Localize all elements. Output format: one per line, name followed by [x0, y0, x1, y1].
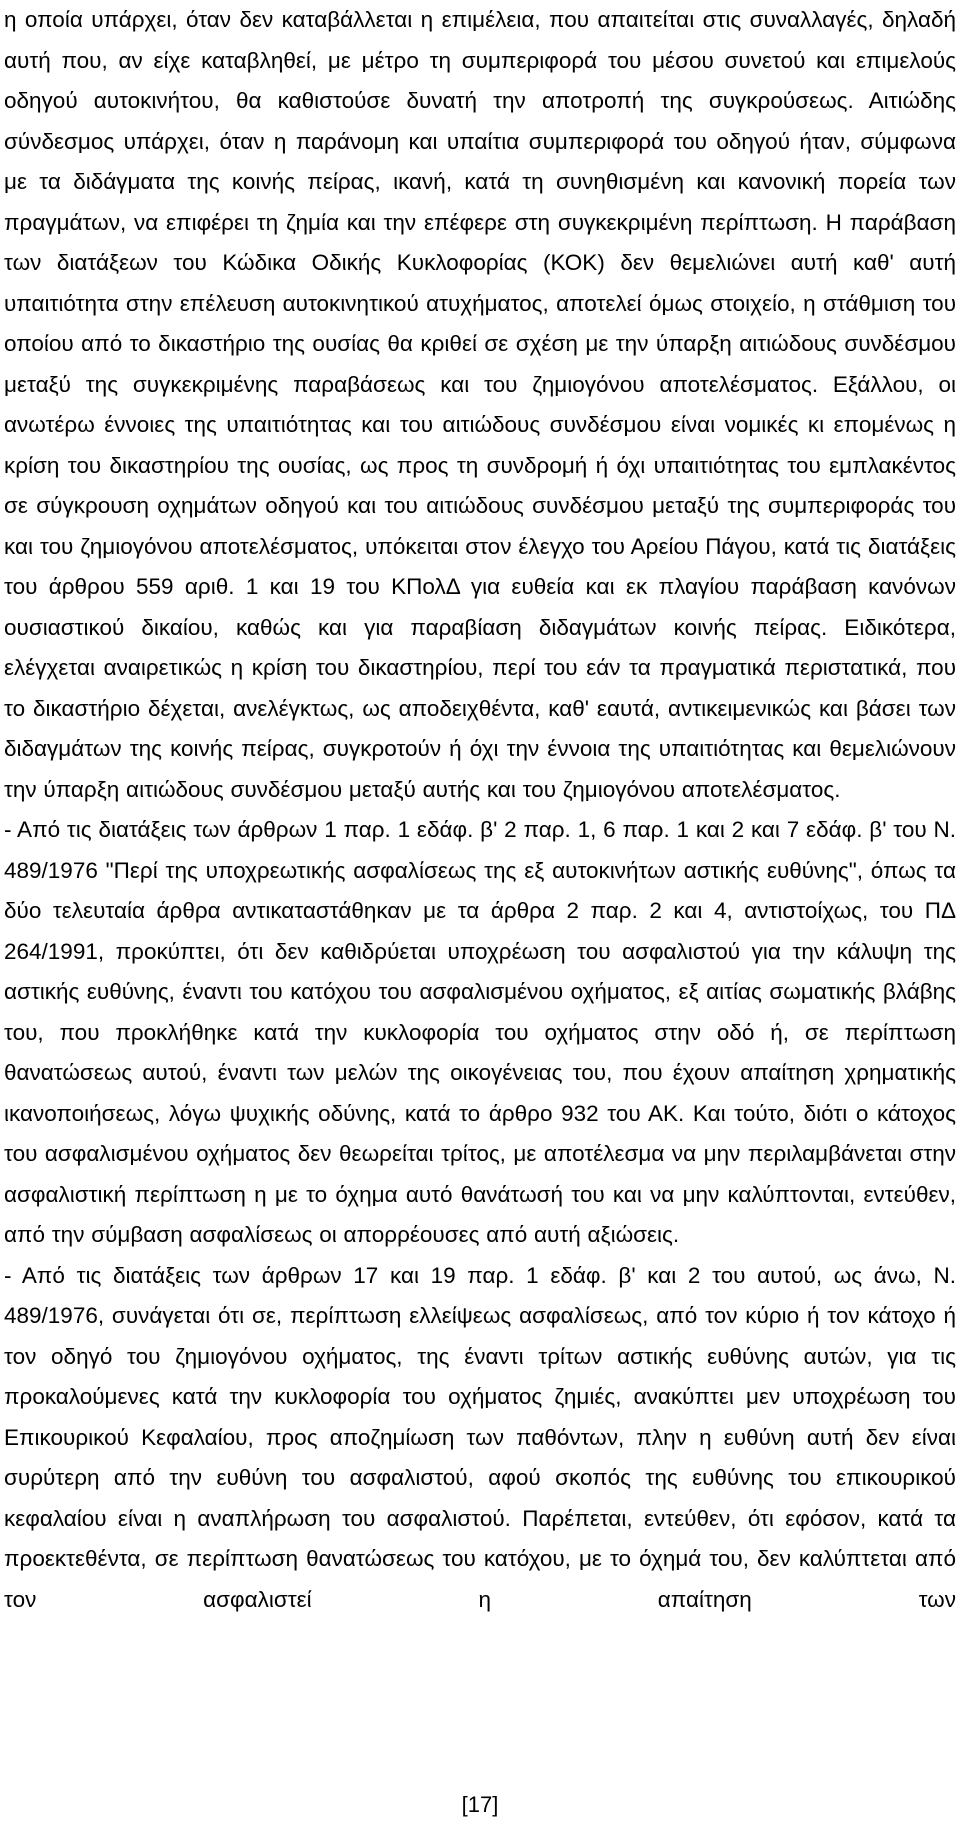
paragraph-3: - Από τις διατάξεις των άρθρων 17 και 19 παρ. 1 εδάφ. β' και 2 του αυτού, ως άνω, Ν. 489/1976, συνάγεται ότι σε, περίπτωση ελλείψεως ασφαλίσεως, από τον κύριο ή τον κάτοχο ή τον οδηγό του ζημιογόνου οχήματος, της έναντι τρίτων αστικής ευθύνης αυτών, για τις προκαλούμενες κατά την κυκλοφορία του οχήματος ζημιές, ανακύπτει μεν υποχρέωση του Επικουρικού Κεφαλαίου, προς αποζημίωση των παθόντων, πλην η ευθύνη αυτή δεν είναι συρύτερη από την ευθύνη του ασφαλιστού, αφού σκοπός της ευθύνης του επικουρικού κεφαλαίου είναι η αναπλήρωση του ασφαλιστού. Παρέπεται, εντεύθεν, ότι εφόσον, κατά τα προεκτεθέντα, σε περίπτωση θανατώσεως του κατόχου, με το όχημά του, δεν καλύπτεται από τον ασφαλιστεί η απαίτηση των — [4, 1262, 956, 1612]
body-text — [4, 0, 956, 1620]
page-number: [17] — [461, 1792, 499, 1817]
paragraph-2: - Από τις διατάξεις των άρθρων 1 παρ. 1 εδάφ. β' 2 παρ. 1, 6 παρ. 1 και 2 και 7 εδάφ. β' του Ν. 489/1976 "Περί της υποχρεωτικής ασφαλίσεως της εξ αυτοκινήτων αστικής ευθύνης", όπως τα δύο τελευταία άρθρα αντικαταστάθηκαν με τα άρθρα 2 παρ. 2 και 4, αντιστοίχως, του ΠΔ 264/1991, προκύπτει, ότι δεν καθιδρύεται υποχρέωση του ασφαλιστού για την κάλυψη της αστικής ευθύνης, έναντι του κατόχου του ασφαλισμένου οχήματος, εξ αιτίας σωματικής βλάβης του, που προκλήθηκε κατά την κυκλοφορία του οχήματος στην οδό ή, σε περίπτωση θανατώσεως αυτού, έναντι των μελών της οικογένειας του, που έχουν απαίτηση χρηματικής ικανοποιήσεως, λόγω ψυχικής οδύνης, κατά το άρθρο 932 του ΑΚ. Και τούτο, διότι ο κάτοχος του ασφαλισμένου οχήματος δεν θεωρείται τρίτος, με αποτέλεσμα να μην περιλαμβάνεται στην ασφαλιστική περίπτωση η με το όχημα αυτό θανάτωσή του και να μην καλύπτονται, εντεύθεν, από την σύμβαση ασφαλίσεως οι απορρέουσες από αυτή αξιώσεις. — [4, 817, 956, 1247]
paragraph-1: η οποία υπάρχει, όταν δεν καταβάλλεται η επιμέλεια, που απαιτείται στις συναλλαγές, δηλαδή αυτή που, αν είχε καταβληθεί, με μέτρο τη συμπεριφορά του μέσου συνετού και επιμελούς οδηγού αυτοκινήτου, θα καθιστούσε δυνατή την αποτροπή της συγκρούσεως. Αιτιώδης σύνδεσμος υπάρχει, όταν η παράνομη και υπαίτια συμπεριφορά του οδηγού ήταν, σύμφωνα με τα διδάγματα της κοινής πείρας, ικανή, κατά τη συνηθισμένη και κανονική πορεία των πραγμάτων, να επιφέρει τη ζημία και την επέφερε στη συγκεκριμένη περίπτωση. Η παράβαση των διατάξεων του Κώδικα Οδικής Κυκλοφορίας (ΚΟΚ) δεν θεμελιώνει αυτή καθ' αυτή υπαιτιότητα στην επέλευση αυτοκινητικού ατυχήματος, αποτελεί όμως στοιχείο, η στάθμιση του οποίου από το δικαστήριο της ουσίας θα κριθεί σε σχέση με την ύπαρξη αιτιώδους συνδέσμου μεταξύ της συγκεκριμένης παραβάσεως και του ζημιογόνου αποτελέσματος. Εξάλλου, οι ανωτέρω έννοιες της υπαιτιότητας και του αιτιώδους συνδέσμου είναι νομικές κι επομένως η κρίση του δικαστηρίου της ουσίας, ως προς τη συνδρομή ή όχι υπαιτιότητας του εμπλακέντος σε σύγκρουση οχημάτων οδηγού και του αιτιώδους συνδέσμου μεταξύ της συμπεριφοράς του και του ζημιογόνου αποτελέσματος, υπόκειται στον έλεγχο του Αρείου Πάγου, κατά τις διατάξεις του άρθρου 559 αριθ. 1 και 19 του ΚΠολΔ για ευθεία και εκ πλαγίου παράβαση κανόνων ουσιαστικού δικαίου, καθώς και για παραβίαση διδαγμάτων κοινής πείρας. Ειδικότερα, ελέγχεται αναιρετικώς η κρίση του δικαστηρίου, περί του εάν τα πραγματικά περιστατικά, που το δικαστήριο δέχεται, ανελέγκτως, ως αποδειχθέντα, καθ' εαυτά, αντικειμενικώς και βάσει των διδαγμάτων της κοινής πείρας, συγκροτούν ή όχι την έννοια της υπαιτιότητας και θεμελιώνουν την ύπαρξη αιτιώδους συνδέσμου μεταξύ αυτής και του ζημιογόνου αποτελέσματος. — [4, 7, 956, 802]
